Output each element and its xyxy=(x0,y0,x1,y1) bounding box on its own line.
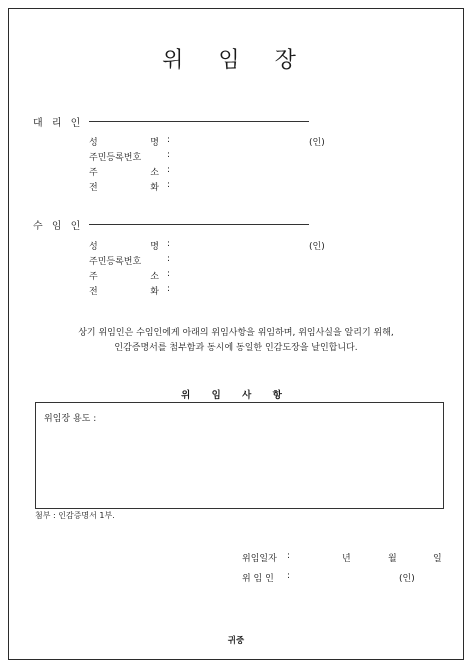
delegator-seal-mark: (인) xyxy=(399,574,415,584)
agent-name-colon: : xyxy=(167,135,171,145)
date-year-field[interactable]: 년 xyxy=(342,554,351,564)
delegate-name-label: 성 명 xyxy=(89,242,159,252)
delegator-colon: : xyxy=(287,571,291,581)
delegate-address-colon: : xyxy=(167,269,171,279)
purpose-label: 위임장 용도 : xyxy=(44,414,97,424)
agent-section-label: 대 리 인 xyxy=(33,118,84,129)
date-colon: : xyxy=(287,551,291,561)
delegate-id-colon: : xyxy=(167,254,171,264)
agent-address-label: 주 소 xyxy=(89,168,159,178)
delegate-phone-colon: : xyxy=(167,284,171,294)
agent-phone-label: 전 화 xyxy=(89,183,159,193)
delegate-id-label: 주민등록번호 xyxy=(89,257,142,267)
agent-address-colon: : xyxy=(167,165,171,175)
agent-phone-colon: : xyxy=(167,180,171,190)
statement-line-2: 인감증명서를 첨부함과 동시에 동일한 인감도장을 날인합니다. xyxy=(114,343,358,353)
statement-line-1: 상기 위임인은 수임인에게 아래의 위임사항을 위임하며, 위임사실을 알리기 위해, xyxy=(78,328,394,338)
delegation-heading: 위 임 사 항 xyxy=(181,390,291,401)
purpose-box[interactable] xyxy=(35,402,444,509)
addressee: 귀중 xyxy=(227,636,245,646)
delegate-phone-label: 전 화 xyxy=(89,287,159,297)
document-page xyxy=(8,8,464,660)
agent-seal-mark: (인) xyxy=(309,138,325,148)
attachment-note: 첨부 : 인감증명서 1부. xyxy=(35,511,115,520)
delegate-address-label: 주 소 xyxy=(89,272,159,282)
agent-id-label: 주민등록번호 xyxy=(89,153,142,163)
agent-name-label: 성 명 xyxy=(89,138,159,148)
delegator-label: 위 임 인 xyxy=(242,574,274,584)
date-month-field[interactable]: 월 xyxy=(388,554,397,564)
date-day-field[interactable]: 일 xyxy=(433,554,442,564)
delegate-name-line[interactable] xyxy=(89,224,309,225)
delegate-seal-mark: (인) xyxy=(309,242,325,252)
delegate-section-label: 수 임 인 xyxy=(33,221,84,232)
delegate-name-colon: : xyxy=(167,239,171,249)
agent-name-line[interactable] xyxy=(89,121,309,122)
document-title: 위 임 장 xyxy=(162,48,310,73)
agent-id-colon: : xyxy=(167,150,171,160)
date-label: 위임일자 xyxy=(242,554,277,564)
